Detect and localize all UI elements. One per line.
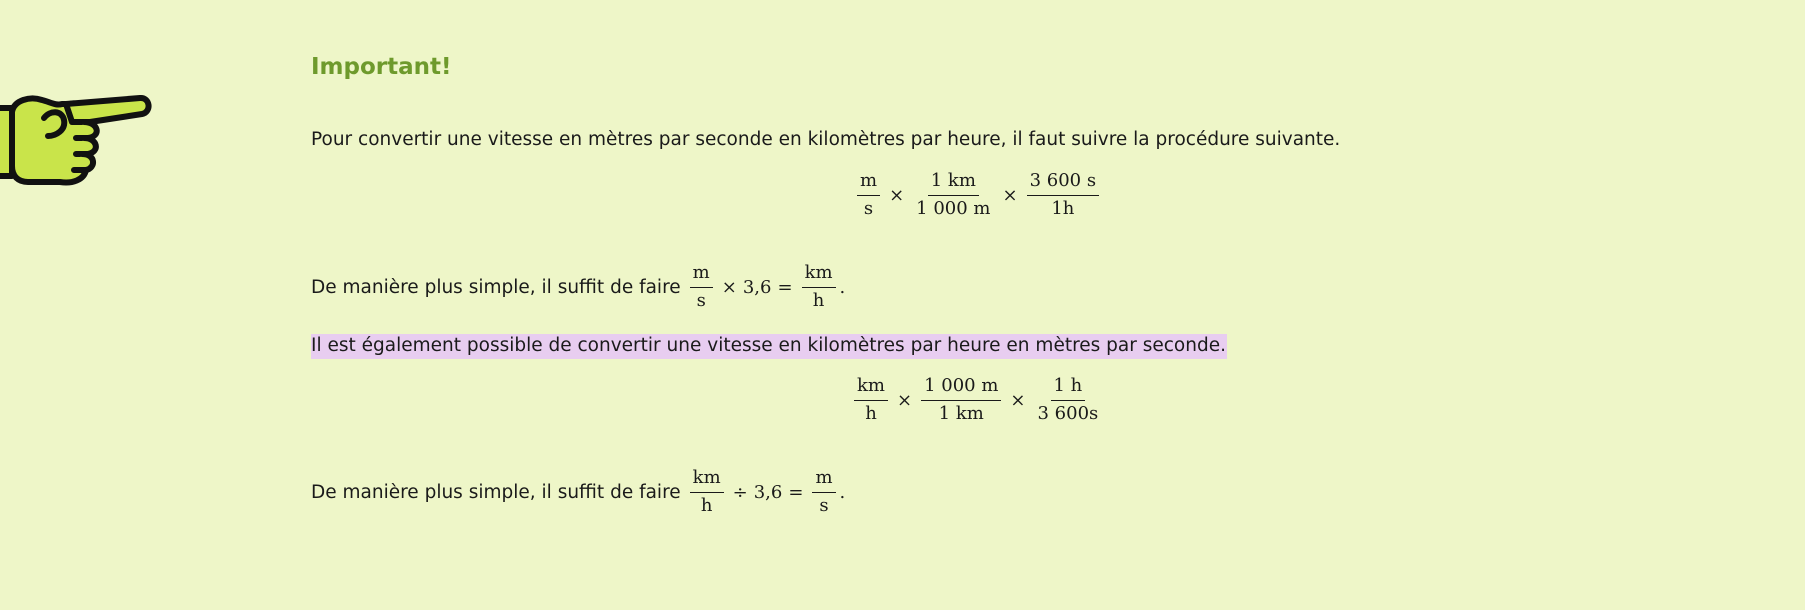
- fraction: [690, 467, 724, 517]
- denominator: h: [700, 494, 713, 516]
- conversion-factor: 3,6: [753, 481, 783, 503]
- fraction: [1035, 375, 1102, 425]
- fraction: [802, 262, 836, 312]
- simple-rule-ms-to-kmh: [311, 262, 845, 312]
- fraction: [921, 375, 1001, 425]
- numerator: m: [690, 262, 713, 288]
- simple-rule-text: De manière plus simple, il suffit de faire: [311, 276, 681, 298]
- numerator: 3 600 s: [1027, 170, 1100, 196]
- denominator: s: [696, 289, 706, 311]
- conversion-factor: 3,6: [742, 276, 772, 298]
- intro-paragraph: Pour convertir une vitesse en mètres par seconde en kilomètres par heure, il faut suivre la procédure suivante.: [311, 129, 1341, 150]
- denominator: h: [812, 289, 825, 311]
- numerator: 1 h: [1051, 375, 1086, 401]
- numerator: m: [812, 467, 835, 493]
- simple-rule-text: De manière plus simple, il suffit de faire: [311, 481, 681, 503]
- numerator: km: [690, 467, 724, 493]
- fraction: [812, 467, 835, 517]
- times-operator: ×: [721, 276, 737, 298]
- denominator: 1h: [1051, 197, 1075, 219]
- equals-operator: =: [777, 276, 793, 298]
- pointing-hand-icon: [0, 92, 152, 188]
- denominator: 3 600s: [1037, 402, 1099, 424]
- denominator: 1 km: [938, 402, 984, 424]
- denominator: s: [863, 197, 874, 219]
- numerator: 1 km: [928, 170, 979, 196]
- denominator: s: [819, 494, 829, 516]
- times-operator: ×: [889, 184, 905, 206]
- important-heading: Important!: [311, 54, 452, 80]
- equals-operator: =: [788, 481, 804, 503]
- period: .: [839, 276, 846, 298]
- denominator: 1 000 m: [916, 197, 991, 219]
- numerator: km: [854, 375, 888, 401]
- denominator: h: [865, 402, 877, 424]
- divide-operator: ÷: [732, 481, 748, 503]
- fraction: [1027, 170, 1100, 220]
- times-operator: ×: [1010, 389, 1026, 411]
- numerator: km: [802, 262, 836, 288]
- fraction: [857, 170, 880, 220]
- conversion-formula-ms-to-kmh: [854, 170, 1102, 220]
- simple-rule-kmh-to-ms: [311, 467, 845, 517]
- highlighted-text: Il est également possible de convertir une vitesse en kilomètres par heure en mètres par seconde.: [311, 334, 1227, 359]
- fraction: [913, 170, 993, 220]
- fraction: [690, 262, 713, 312]
- reverse-paragraph: [311, 337, 1227, 356]
- times-operator: ×: [1002, 184, 1018, 206]
- conversion-formula-kmh-to-ms: [851, 375, 1104, 425]
- fraction: [854, 375, 888, 425]
- times-operator: ×: [896, 389, 913, 411]
- numerator: 1 000 m: [921, 375, 1001, 401]
- period: .: [839, 481, 846, 503]
- numerator: m: [857, 170, 880, 196]
